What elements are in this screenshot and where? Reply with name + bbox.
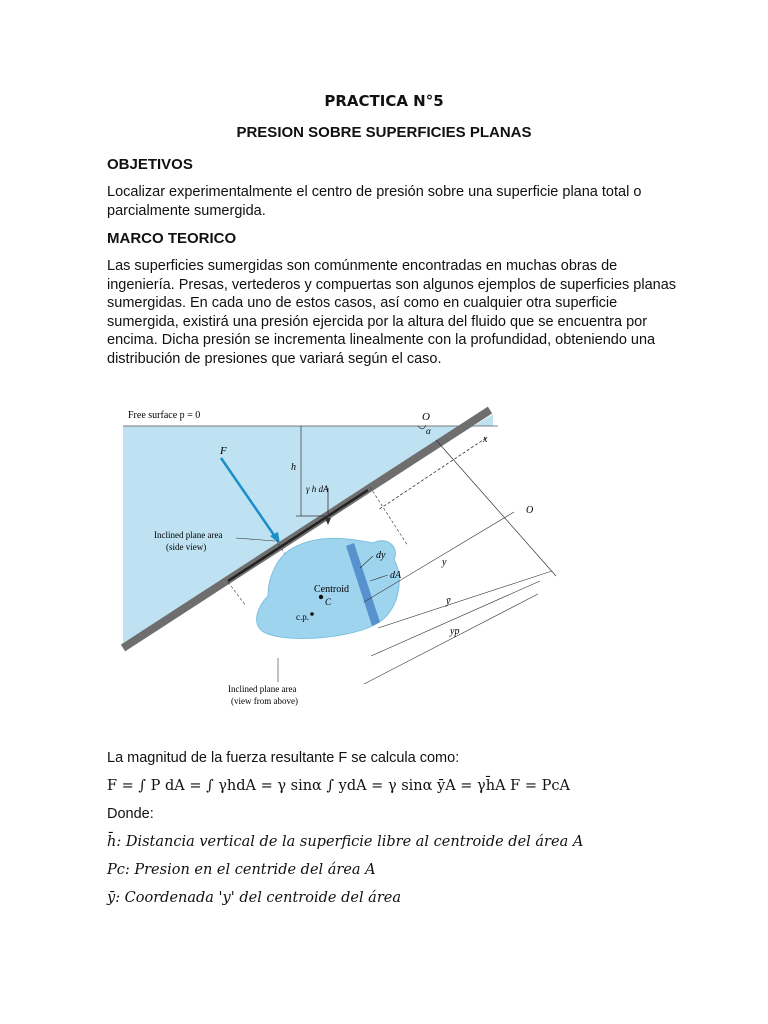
objetivos-heading: OBJETIVOS xyxy=(107,156,193,173)
definition-ybar: ȳ: Coordenada 'y' del centroide del área xyxy=(107,890,401,906)
yp-label: yp xyxy=(450,626,460,637)
ybar-label: ȳ xyxy=(446,596,451,607)
da-label: dA xyxy=(390,570,402,581)
depth-label: h xyxy=(291,462,296,473)
centroid-label: Centroid xyxy=(314,584,349,595)
side-view-label-2: (side view) xyxy=(166,542,207,552)
cp-label: c.p. xyxy=(296,612,309,622)
definition-hbar: h̄: Distancia vertical de la superficie libre al centroide del área A xyxy=(107,834,584,850)
marco-text: Las superficies sumergidas son comúnmente encontradas en muchas obras de ingeniería. Presas, vertederos y compuertas son algunos ejemplos de superficies planas sumergidas. En cada uno de estos casos, así como en cualquier otra superficie sumergida, existirá una presión ejercida por la altura del fluido que se encuentra por encima. Dicha presión se incrementa linealmente con la profundidad, obteniendo una distribución de presiones que variará según el caso. xyxy=(107,258,677,367)
origin-label-top: O xyxy=(422,411,430,423)
page-subtitle: PRESION SOBRE SUPERFICIES PLANAS xyxy=(236,124,532,141)
x-axis-label: x xyxy=(483,434,488,445)
centroid-point xyxy=(319,595,323,599)
force-label: F xyxy=(220,445,227,457)
marco-heading: MARCO TEORICO xyxy=(107,230,237,247)
origin-label-right: O xyxy=(526,505,534,516)
objetivos-text: Localizar experimentalmente el centro de presión sobre una superficie plana total o parcialmente sumergida. xyxy=(107,184,642,219)
y-label: y xyxy=(442,557,447,568)
center-of-pressure-point xyxy=(310,612,314,616)
donde-label: Donde: xyxy=(107,806,154,822)
above-view-label-1: Inclined plane area xyxy=(228,684,297,694)
above-view-label-2: (view from above) xyxy=(231,696,298,706)
dy-label: dy xyxy=(376,550,386,561)
formula-intro: La magnitud de la fuerza resultante F se calcula como: xyxy=(107,750,460,766)
definition-pc: Pc: Presion en el centride del área A xyxy=(107,862,376,878)
alpha-label: α xyxy=(426,426,431,436)
pressure-label: γ h dA xyxy=(306,484,329,494)
page-title: PRACTICA N°5 xyxy=(324,92,444,110)
centroid-c-label: C xyxy=(325,597,332,607)
side-view-label-1: Inclined plane area xyxy=(154,530,223,540)
inclined-plane-figure xyxy=(118,398,534,718)
force-equation: F = ∫ P dA = ∫ γhdA = γ sinα ∫ ydA = γ sinα ȳA = γh̄A F = PcA xyxy=(107,778,570,794)
free-surface-label: Free surface p = 0 xyxy=(128,410,201,421)
